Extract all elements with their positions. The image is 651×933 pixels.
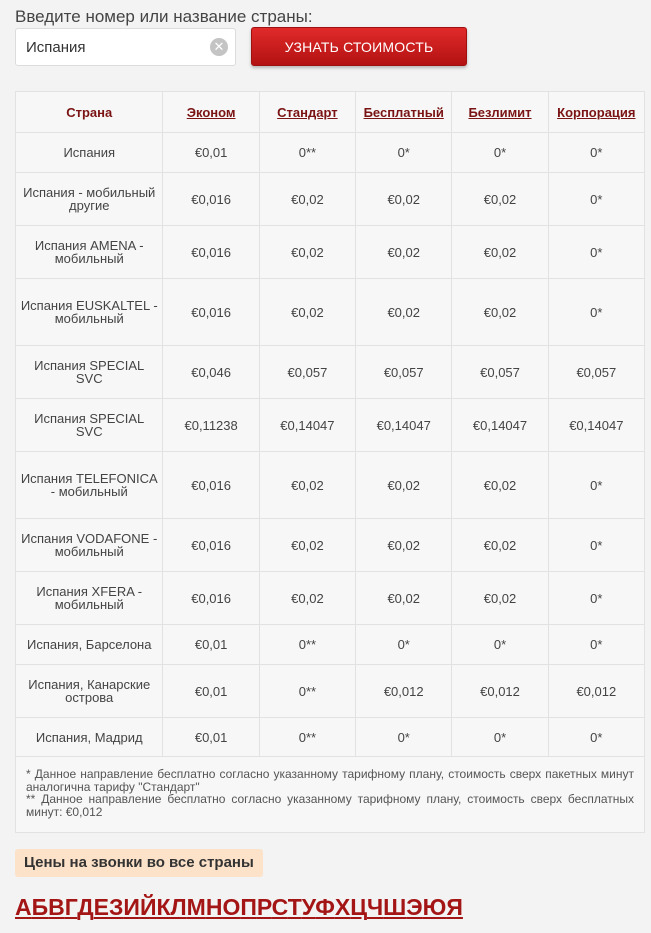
alphabet-letter-link[interactable]: Ю xyxy=(422,894,447,920)
header-plan-link[interactable] xyxy=(356,92,452,133)
clear-icon[interactable]: ✕ xyxy=(210,38,228,56)
alphabet-letter-link[interactable]: Н xyxy=(205,894,223,920)
price-cell: 0* xyxy=(452,625,548,665)
alphabet-letter-link[interactable]: Ш xyxy=(383,894,407,920)
price-cell: 0* xyxy=(548,519,644,572)
plan-link[interactable]: Стандарт xyxy=(277,104,338,120)
price-cell: €0,012 xyxy=(452,665,548,718)
table-row xyxy=(16,346,645,399)
price-cell: 0* xyxy=(356,133,452,173)
price-cell: €0,02 xyxy=(452,519,548,572)
price-cell: €0,02 xyxy=(259,173,355,226)
price-cell: €0,016 xyxy=(163,519,259,572)
price-cell: €0,057 xyxy=(548,346,644,399)
price-cell: €0,02 xyxy=(356,279,452,346)
search-box[interactable] xyxy=(15,28,236,66)
alphabet-letter-link[interactable]: П xyxy=(240,894,257,920)
alphabet-index xyxy=(15,892,645,922)
country-cell: Испания VODAFONE - мобильный xyxy=(16,519,163,572)
alphabet-letter-link[interactable]: К xyxy=(156,894,171,920)
alphabet-letter-link[interactable]: О xyxy=(222,894,241,920)
price-cell: €0,016 xyxy=(163,452,259,519)
price-cell: 0* xyxy=(452,133,548,173)
check-price-button[interactable]: УЗНАТЬ СТОИМОСТЬ xyxy=(251,27,467,66)
price-cell: €0,01 xyxy=(163,133,259,173)
price-cell: 0* xyxy=(452,718,548,758)
table-row xyxy=(16,519,645,572)
price-cell: 0* xyxy=(356,718,452,758)
price-cell: 0** xyxy=(259,625,355,665)
alphabet-letter-link[interactable]: У xyxy=(301,894,316,920)
plan-link[interactable]: Безлимит xyxy=(468,104,532,120)
country-cell: Испания AMENA - мобильный xyxy=(16,226,163,279)
table-row xyxy=(16,173,645,226)
price-cell: €0,057 xyxy=(259,346,355,399)
price-cell: €0,02 xyxy=(452,452,548,519)
alphabet-letter-link[interactable]: И xyxy=(123,894,140,920)
price-cell: €0,02 xyxy=(452,226,548,279)
country-cell: Испания xyxy=(16,133,163,173)
price-cell: €0,02 xyxy=(259,452,355,519)
price-cell: €0,01 xyxy=(163,625,259,665)
alphabet-letter-link[interactable]: Э xyxy=(406,894,423,920)
price-cell: 0* xyxy=(548,226,644,279)
price-cell: 0** xyxy=(259,718,355,758)
price-cell: €0,016 xyxy=(163,173,259,226)
price-cell: 0* xyxy=(548,452,644,519)
price-cell: 0* xyxy=(356,625,452,665)
rates-table-wrap xyxy=(15,91,645,758)
alphabet-letter-link[interactable]: Х xyxy=(334,894,351,920)
country-cell: Испания SPECIAL SVC xyxy=(16,346,163,399)
price-cell: €0,02 xyxy=(356,572,452,625)
search-label: Введите номер или название страны: xyxy=(15,7,313,26)
rates-table xyxy=(15,91,645,758)
alphabet-letter-link[interactable]: Ц xyxy=(350,894,367,920)
alphabet-letter-link[interactable]: А xyxy=(15,894,32,920)
alphabet-letter-link[interactable]: Д xyxy=(77,894,94,920)
price-cell: 0* xyxy=(548,173,644,226)
footnote-1: * Данное направление бесплатно согласно указанному тарифному плану, стоимость сверх пакетных минут аналогична тарифу "Стандарт" xyxy=(26,767,634,794)
price-cell: €0,012 xyxy=(356,665,452,718)
price-cell: €0,016 xyxy=(163,572,259,625)
header-plan-link[interactable] xyxy=(163,92,259,133)
table-row xyxy=(16,718,645,758)
alphabet-letter-link[interactable]: Й xyxy=(139,894,157,920)
plan-link[interactable]: Бесплатный xyxy=(363,104,444,120)
alphabet-letter-link[interactable]: Г xyxy=(64,894,78,920)
price-cell: €0,02 xyxy=(356,452,452,519)
alphabet-letter-link[interactable]: Л xyxy=(170,894,187,920)
table-row xyxy=(16,399,645,452)
price-cell: 0* xyxy=(548,572,644,625)
header-plan-link[interactable] xyxy=(259,92,355,133)
country-cell: Испания TELEFONICA - мобильный xyxy=(16,452,163,519)
country-cell: Испания, Мадрид xyxy=(16,718,163,758)
alphabet-letter-link[interactable]: Ч xyxy=(367,894,384,920)
alphabet-letter-link[interactable]: Р xyxy=(256,894,272,920)
plan-link[interactable]: Эконом xyxy=(186,104,236,120)
price-cell: 0* xyxy=(548,718,644,758)
table-row xyxy=(16,665,645,718)
alphabet-letter-link[interactable]: Б xyxy=(31,894,49,920)
price-cell: €0,14047 xyxy=(452,399,548,452)
alphabet-letter-link[interactable]: М xyxy=(186,894,206,920)
country-cell: Испания, Барселона xyxy=(16,625,163,665)
price-cell: €0,01 xyxy=(163,718,259,758)
price-cell: €0,02 xyxy=(259,519,355,572)
alphabet-letter-link[interactable]: Т xyxy=(287,894,302,920)
price-cell: 0* xyxy=(548,133,644,173)
price-cell: 0** xyxy=(259,665,355,718)
price-cell: €0,057 xyxy=(356,346,452,399)
price-cell: €0,012 xyxy=(548,665,644,718)
header-country: Страна xyxy=(16,92,163,133)
footnote-box xyxy=(15,756,645,833)
price-cell: €0,01 xyxy=(163,665,259,718)
price-cell: €0,02 xyxy=(356,519,452,572)
header-plan-link[interactable] xyxy=(548,92,644,133)
table-row xyxy=(16,625,645,665)
price-cell: €0,11238 xyxy=(163,399,259,452)
country-cell: Испания EUSKALTEL - мобильный xyxy=(16,279,163,346)
price-cell: €0,02 xyxy=(452,173,548,226)
price-cell: €0,02 xyxy=(356,226,452,279)
price-cell: €0,046 xyxy=(163,346,259,399)
country-cell: Испания - мобильный другие xyxy=(16,173,163,226)
country-cell: Испания SPECIAL SVC xyxy=(16,399,163,452)
price-cell: €0,02 xyxy=(452,279,548,346)
alphabet-letter-link[interactable]: З xyxy=(108,894,124,920)
price-cell: €0,02 xyxy=(452,572,548,625)
all-prices-heading: Цены на звонки во все страны xyxy=(15,849,263,877)
price-cell: €0,14047 xyxy=(356,399,452,452)
country-cell: Испания, Канарские острова xyxy=(16,665,163,718)
footnote-2: ** Данное направление бесплатно согласно указанному тарифному плану, стоимость сверх бесплатных минут: €0,012 xyxy=(26,792,634,819)
table-row xyxy=(16,572,645,625)
price-cell: €0,02 xyxy=(259,572,355,625)
price-cell: 0* xyxy=(548,625,644,665)
price-cell: €0,057 xyxy=(452,346,548,399)
search-input[interactable] xyxy=(26,37,206,57)
table-row xyxy=(16,226,645,279)
price-cell: €0,02 xyxy=(259,226,355,279)
table-row xyxy=(16,452,645,519)
price-cell: €0,14047 xyxy=(259,399,355,452)
price-cell: 0* xyxy=(548,279,644,346)
price-cell: 0** xyxy=(259,133,355,173)
alphabet-letter-link[interactable]: В xyxy=(48,894,65,920)
price-cell: €0,016 xyxy=(163,279,259,346)
table-row xyxy=(16,133,645,173)
alphabet-letter-link[interactable]: Ф xyxy=(315,894,335,920)
alphabet-letter-link[interactable]: Я xyxy=(446,894,463,920)
price-cell: €0,14047 xyxy=(548,399,644,452)
plan-link[interactable]: Корпорация xyxy=(557,104,636,120)
price-cell: €0,02 xyxy=(259,279,355,346)
table-header-row xyxy=(16,92,645,133)
table-row xyxy=(16,279,645,346)
alphabet-letter-link[interactable]: С xyxy=(271,894,288,920)
header-plan-link[interactable] xyxy=(452,92,548,133)
country-cell: Испания XFERA - мобильный xyxy=(16,572,163,625)
price-cell: €0,016 xyxy=(163,226,259,279)
alphabet-letter-link[interactable]: Е xyxy=(93,894,109,920)
price-cell: €0,02 xyxy=(356,173,452,226)
